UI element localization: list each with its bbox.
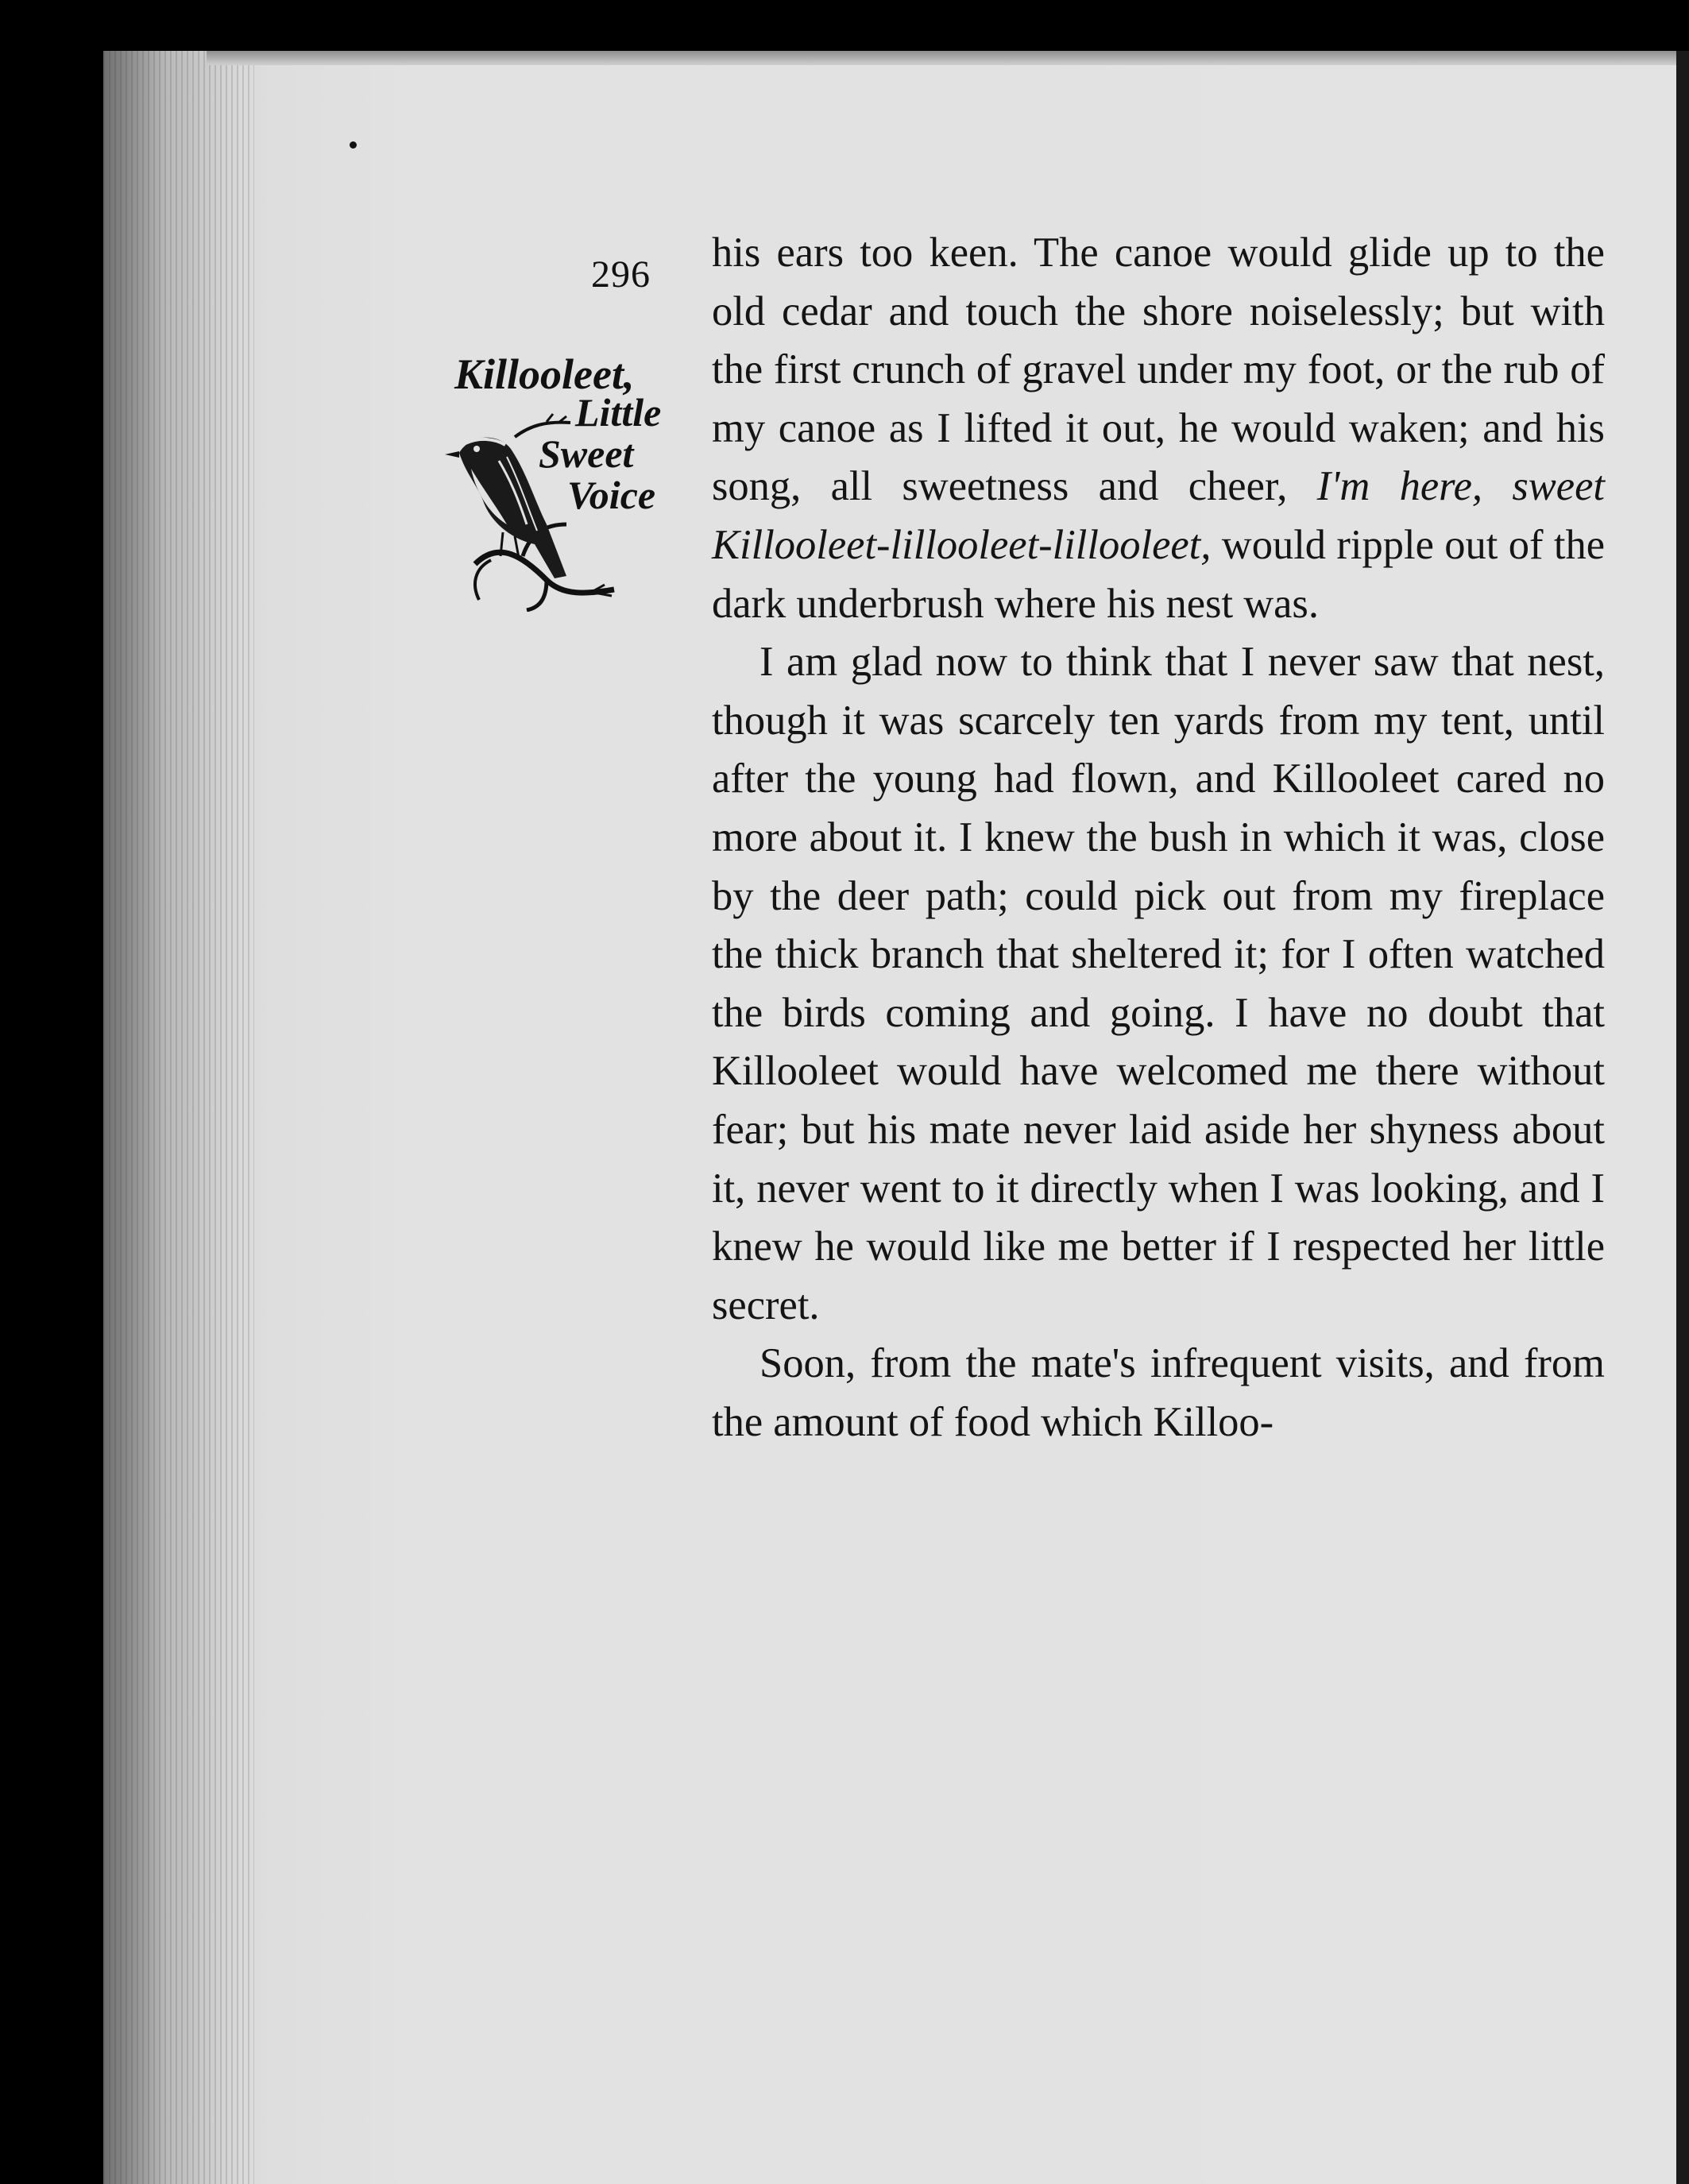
text-segment: would ripple out of the dark underbrush where his nest was. (712, 521, 1605, 627)
text-segment: his ears too keen. The canoe would glide up to the old cedar and touch the shore noiselessly; but with the first crunch of gravel under my foot, or the rub of my canoe as I lifted it out, he would waken; and his song, all sweetness and cheer, (712, 230, 1605, 510)
paragraph (712, 633, 1605, 1335)
side-heading-line-3: Sweet (539, 431, 634, 476)
italic-text: I'm here, sweet Killooleet-lillooleet-lillooleet, (712, 463, 1605, 568)
scan-border (1676, 51, 1689, 2184)
body-text (712, 224, 1605, 1451)
text-segment: I am glad now to think that I never saw that nest, though it was scarcely ten yards from my tent, until after the young had flown, and Killooleet cared no more about it. I knew the bush in which it was, close by the deer path; could pick out from my fireplace the thick branch that sheltered it; for I often watched the birds coming and going. I have no doubt that Killooleet would have welcomed me there without fear; but his mate never laid aside her shyness about it, never went to it directly when I was looking, and I knew he would like me better if I respected her little secret. (712, 639, 1605, 1328)
page-edge-shadow (103, 51, 254, 2184)
side-heading-line-2: Little (575, 390, 662, 435)
side-heading-line-1: Killooleet, (454, 350, 635, 398)
paragraph (712, 1335, 1605, 1451)
speck (350, 141, 357, 149)
side-heading (427, 342, 698, 612)
text-segment: Soon, from the mate's infrequent visits, and from the amount of food which Killoo- (712, 1340, 1605, 1445)
side-heading-line-4: Voice (567, 473, 656, 517)
paragraph (712, 224, 1605, 633)
page-number: 296 (591, 253, 651, 296)
page-stack-edge (207, 51, 1689, 65)
